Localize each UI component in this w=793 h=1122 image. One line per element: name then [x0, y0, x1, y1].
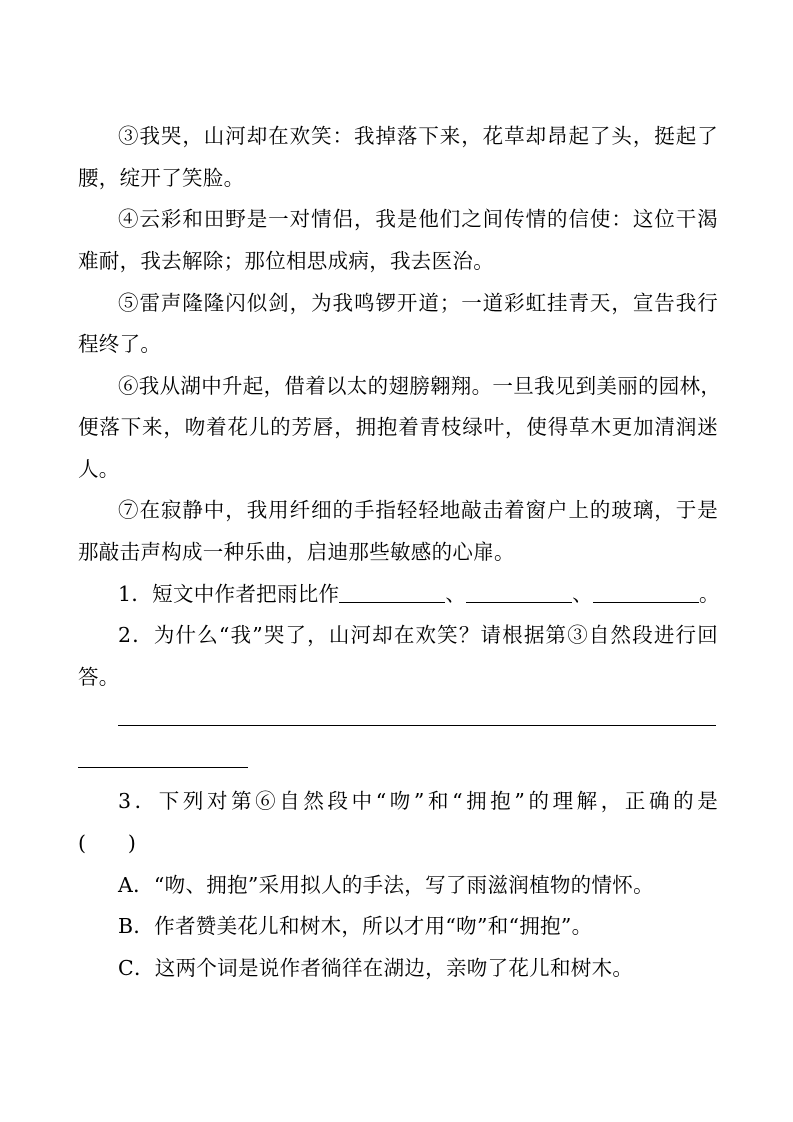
question-1-separator-1: 、 — [445, 582, 467, 606]
question-1 — [118, 573, 718, 615]
paragraph-5-line-1: ⑤雷声隆隆闪似剑，为我鸣锣开道；一道彩虹挂青天，宣告我行 — [118, 291, 718, 315]
answer-line-2[interactable] — [78, 767, 248, 768]
question-2-line-1: 2．为什么“我”哭了，山河却在欢笑？请根据第③自然段进行回 — [118, 623, 718, 647]
question-2-line-2: 答。 — [78, 665, 120, 689]
paragraph-5-line-2: 程终了。 — [78, 332, 162, 356]
answer-line-1[interactable] — [118, 725, 716, 726]
paragraph-3-line-1: ③我哭，山河却在欢笑：我掉落下来，花草却昂起了头，挺起了 — [118, 124, 718, 148]
question-1-separator-2: 、 — [572, 582, 593, 606]
question-1-end: 。 — [698, 582, 720, 606]
option-b[interactable]: B．作者赞美花儿和树木，所以才用“吻”和“拥抱”。 — [118, 914, 593, 938]
paragraph-7-line-2: 那敲击声构成一种乐曲，启迪那些敏感的心扉。 — [78, 540, 515, 564]
paragraph-7-line-1: ⑦在寂静中，我用纤细的手指轻轻地敲击着窗户上的玻璃，于是 — [118, 498, 718, 522]
answer-blank-3[interactable] — [593, 578, 699, 603]
question-3-answer-bracket[interactable]: ( ) — [78, 831, 137, 855]
answer-blank-1[interactable] — [339, 578, 445, 603]
paragraph-3-line-2: 腰，绽开了笑脸。 — [78, 166, 245, 190]
paragraph-4-line-2: 难耐，我去解除；那位相思成病，我去医治。 — [78, 249, 494, 273]
paragraph-4-line-1: ④云彩和田野是一对情侣，我是他们之间传情的信使：这位干渴 — [118, 207, 718, 231]
option-c[interactable]: C．这两个词是说作者徜徉在湖边，亲吻了花儿和树木。 — [118, 956, 634, 980]
paragraph-6-line-3: 人。 — [78, 457, 120, 481]
question-3-line-1: 3．下列对第⑥自然段中“吻”和“拥抱”的理解，正确的是 — [118, 789, 718, 813]
option-a[interactable]: A．“吻、拥抱”采用拟人的手法，写了雨滋润植物的情怀。 — [118, 873, 654, 897]
question-1-prompt: 1．短文中作者把雨比作 — [118, 582, 340, 606]
paragraph-6-line-2: 便落下来，吻着花儿的芳唇，拥抱着青枝绿叶，使得草木更加清润迷 — [78, 415, 718, 439]
answer-blank-2[interactable] — [466, 578, 572, 603]
paragraph-6-line-1: ⑥我从湖中升起，借着以太的翅膀翱翔。一旦我见到美丽的园林， — [118, 374, 722, 398]
